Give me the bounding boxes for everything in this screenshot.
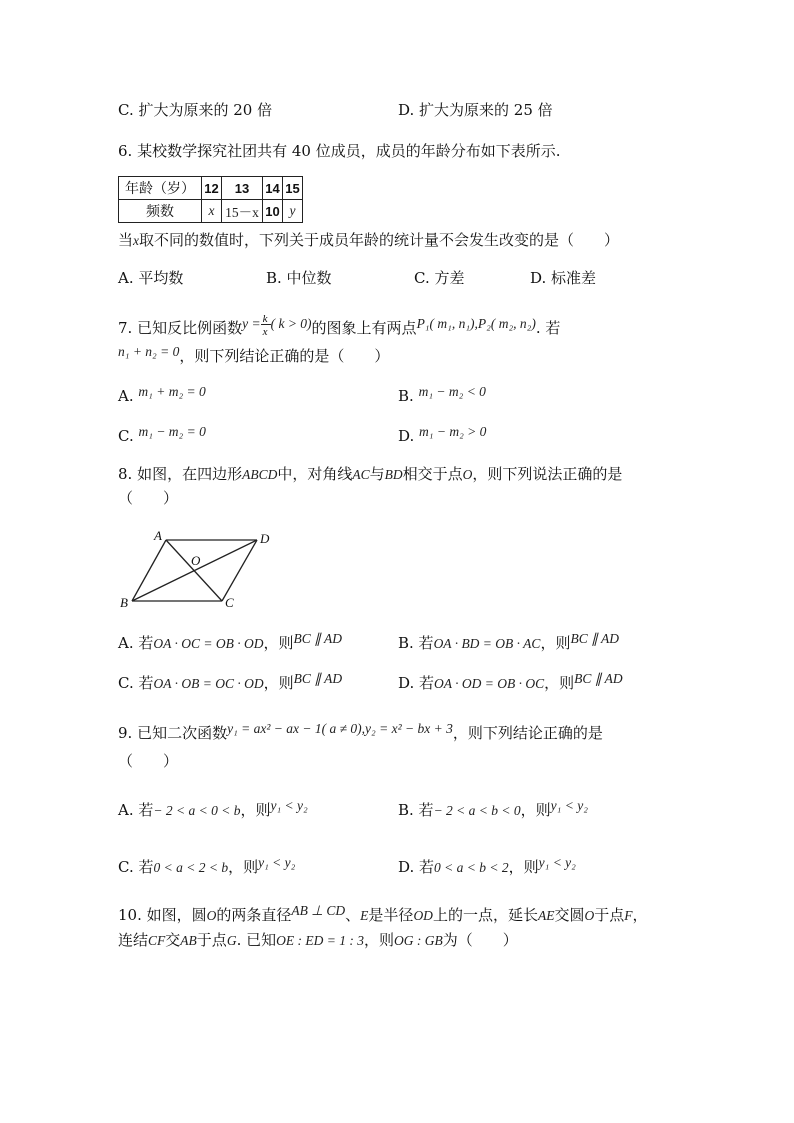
table-cell-freq-13: 15－x <box>222 200 263 223</box>
q7-func-lhs: y = <box>242 316 261 331</box>
q5-option-d: D. 扩大为原来的 25 倍 <box>398 101 553 119</box>
q7-point-p2: P₂( m₂, n₂) <box>477 316 536 331</box>
q9-option-d-pre: D. 若 <box>398 858 435 876</box>
q8-stem-b: 中，对角线 <box>277 465 353 483</box>
q10-l1-g: 于点 <box>594 906 625 924</box>
q7-stem <box>118 313 561 339</box>
q8-option-d-result: BC ∥ AD <box>574 671 623 686</box>
q8-option-d-mid: ，则 <box>544 674 575 692</box>
q8-option-a-pre: A. 若 <box>118 634 154 652</box>
q7-option-d-label: D. <box>398 427 415 445</box>
q9-option-c-result: y₁ < y₂ <box>258 855 296 870</box>
q6-option-b: B. 中位数 <box>266 269 332 287</box>
q9-option-b-pre: B. 若 <box>398 801 434 819</box>
table-cell-age-14: 14 <box>263 177 283 200</box>
table-cell-freq-15: y <box>283 200 303 223</box>
q9-option-d <box>398 857 576 878</box>
q6-question-text <box>118 230 619 251</box>
q7-stem-mid: 的图象上有两点 <box>311 319 417 337</box>
table-cell-freq-14: 10 <box>263 200 283 223</box>
q7-option-b <box>398 386 486 407</box>
q7-point-p1: P₁( m₁, n₁) <box>416 316 475 331</box>
age-frequency-table <box>118 176 303 223</box>
table-header-age: 年龄（岁） <box>119 177 202 200</box>
q8-o: O <box>462 467 473 482</box>
q7-condition-post: ，则下列结论正确的是（ ） <box>179 347 390 365</box>
edge-ba <box>132 540 166 601</box>
q6-option-c: C. 方差 <box>414 269 465 287</box>
q10-l2-e: ，则 <box>363 931 394 949</box>
q8-option-b-mid: ，则 <box>540 634 571 652</box>
q7-stem-pre: 7. 已知反比例函数 <box>118 319 243 337</box>
q7-option-d <box>398 426 486 447</box>
q10-l1-c: 、 <box>345 906 361 924</box>
q9-stem-post: ，则下列结论正确的是 <box>452 724 603 742</box>
q8-option-a-result: BC ∥ AD <box>293 631 343 646</box>
q8-stem-e: ，则下列说法正确的是 <box>472 465 623 483</box>
q7-frac-num: k <box>262 313 268 325</box>
q8-paren: （ ） <box>118 489 179 507</box>
q7-option-a <box>118 386 206 407</box>
q7-option-a-label: A. <box>118 387 134 405</box>
q9-option-a-math: − 2 < a < 0 < b <box>153 803 241 818</box>
q9-option-b <box>398 800 588 821</box>
q10-l1-b: 的两条直径 <box>216 906 292 924</box>
q9-option-d-mid: ，则 <box>508 858 539 876</box>
q8-option-c-math: OA · OB = OC · OD <box>153 676 264 691</box>
q9-option-c-math: 0 < a < 2 < b <box>153 860 229 875</box>
q6-stem: 6. 某校数学探究社团共有 40 位成员，成员的年龄分布如下表所示. <box>118 142 561 160</box>
q8-ac: AC <box>352 467 370 482</box>
table-cell-age-15: 15 <box>283 177 303 200</box>
q9-option-b-math: − 2 < a < b < 0 <box>433 803 521 818</box>
q7-sep: , <box>474 316 478 331</box>
q10-ratio-2: OG : GB <box>393 933 443 948</box>
q8-option-b-math: OA · BD = OB · AC <box>433 636 541 651</box>
q8-stem-c: 与 <box>369 465 385 483</box>
table-row-ages <box>119 177 303 200</box>
q8-stem-d: 相交于点 <box>402 465 463 483</box>
q10-l1-d: 是半径 <box>368 906 414 924</box>
q10-line-1 <box>118 905 648 926</box>
q6-option-d: D. 标准差 <box>530 269 597 287</box>
q7-frac-den: x <box>262 326 268 338</box>
q9-option-a <box>118 800 308 821</box>
quadrilateral-figure <box>112 526 282 618</box>
table-cell-age-12: 12 <box>202 177 222 200</box>
q6-text-var: x <box>133 233 140 248</box>
q8-option-a <box>118 633 342 654</box>
q7-option-c-label: C. <box>118 427 134 445</box>
q10-ratio-1: OE : ED = 1 : 3 <box>276 933 364 948</box>
q10-ae: AE <box>537 908 555 923</box>
q8-option-d <box>398 673 623 694</box>
q10-f: F <box>624 908 633 923</box>
q6-option-a: A. 平均数 <box>118 269 184 287</box>
q9-option-a-mid: ，则 <box>240 801 271 819</box>
label-c: C <box>225 595 234 610</box>
q9-option-b-result: y₁ < y₂ <box>550 798 588 813</box>
q8-option-a-math: OA · OC = OB · OD <box>153 636 264 651</box>
q9-option-d-math: 0 < a < b < 2 <box>434 860 509 875</box>
q7-option-c-math: m₁ − m₂ = 0 <box>138 424 206 439</box>
q9-paren: （ ） <box>118 752 179 770</box>
q9-y1: y₁ = ax² − ax − 1( a ≠ 0) <box>227 721 362 736</box>
q10-l1-a: 10. 如图，圆 <box>118 906 207 924</box>
q8-option-c <box>118 673 342 694</box>
q6-text-post: 取不同的数值时，下列关于成员年龄的统计量不会发生改变的是（ ） <box>139 231 620 249</box>
q10-od: OD <box>413 908 433 923</box>
q9-option-d-result: y₁ < y₂ <box>538 855 576 870</box>
q9-sep: , <box>361 721 366 736</box>
q10-o2: O <box>584 908 595 923</box>
q7-option-b-label: B. <box>398 387 414 405</box>
q8-option-c-result: BC ∥ AD <box>293 671 343 686</box>
q10-l2-f: 为（ ） <box>442 931 518 949</box>
q7-option-a-math: m₁ + m₂ = 0 <box>138 384 206 399</box>
q8-option-b-result: BC ∥ AD <box>570 631 619 646</box>
q8-option-a-mid: ，则 <box>263 634 294 652</box>
q9-stem <box>118 723 603 744</box>
q10-l1-h: ， <box>632 906 648 924</box>
q9-y2: y₂ = x² − bx + 3 <box>365 721 453 736</box>
diagonal-bd <box>132 540 257 601</box>
q8-quad: ABCD <box>242 467 278 482</box>
q10-l1-f: 交圆 <box>554 906 585 924</box>
q7-func-cond: ( k > 0) <box>270 316 312 331</box>
q8-option-d-math: OA · OD = OB · OC <box>434 676 545 691</box>
q8-option-d-pre: D. 若 <box>398 674 435 692</box>
q9-option-b-mid: ，则 <box>520 801 551 819</box>
table-row-freqs <box>119 200 303 223</box>
q10-ab-cd: AB ⊥ CD <box>291 903 346 918</box>
q7-option-d-math: m₁ − m₂ > 0 <box>419 424 487 439</box>
q10-e: E <box>360 908 369 923</box>
label-d: D <box>260 531 270 546</box>
q6-text-pre: 当 <box>118 231 134 249</box>
q10-l2-a: 连结 <box>118 931 149 949</box>
q10-l2-c: 于点 <box>196 931 227 949</box>
q5-option-c: C. 扩大为原来的 20 倍 <box>118 101 273 119</box>
q8-option-b <box>398 633 619 654</box>
q7-fraction <box>261 313 271 338</box>
q7-option-c <box>118 426 206 447</box>
q10-o: O <box>206 908 217 923</box>
q8-option-b-pre: B. 若 <box>398 634 434 652</box>
q8-option-c-pre: C. 若 <box>118 674 154 692</box>
q8-bd: BD <box>384 467 403 482</box>
q7-condition-line <box>118 346 389 367</box>
q8-stem <box>118 464 622 485</box>
q10-cf: CF <box>148 933 166 948</box>
table-cell-freq-12: x <box>202 200 222 223</box>
q10-line-2 <box>118 930 518 951</box>
label-b: B <box>120 595 128 610</box>
label-a: A <box>154 528 162 543</box>
q10-l1-e: 上的一点，延长 <box>432 906 538 924</box>
q9-option-c-mid: ，则 <box>228 858 259 876</box>
table-header-freq: 频数 <box>119 200 202 223</box>
q10-ab: AB <box>180 933 197 948</box>
table-cell-age-13: 13 <box>222 177 263 200</box>
q9-option-c <box>118 857 295 878</box>
label-o: O <box>191 553 201 568</box>
q9-option-a-result: y₁ < y₂ <box>270 798 308 813</box>
q10-l2-b: 交 <box>165 931 181 949</box>
q7-stem-post: . 若 <box>535 319 561 337</box>
q7-option-b-math: m₁ − m₂ < 0 <box>418 384 486 399</box>
q10-l2-d: . 已知 <box>236 931 277 949</box>
q8-option-c-mid: ，则 <box>263 674 294 692</box>
q7-condition: n₁ + n₂ = 0 <box>118 344 180 359</box>
q8-stem-a: 8. 如图，在四边形 <box>118 465 243 483</box>
q9-option-c-pre: C. 若 <box>118 858 154 876</box>
q10-g: G <box>226 933 237 948</box>
q9-option-a-pre: A. 若 <box>118 801 154 819</box>
q9-stem-pre: 9. 已知二次函数 <box>118 724 228 742</box>
